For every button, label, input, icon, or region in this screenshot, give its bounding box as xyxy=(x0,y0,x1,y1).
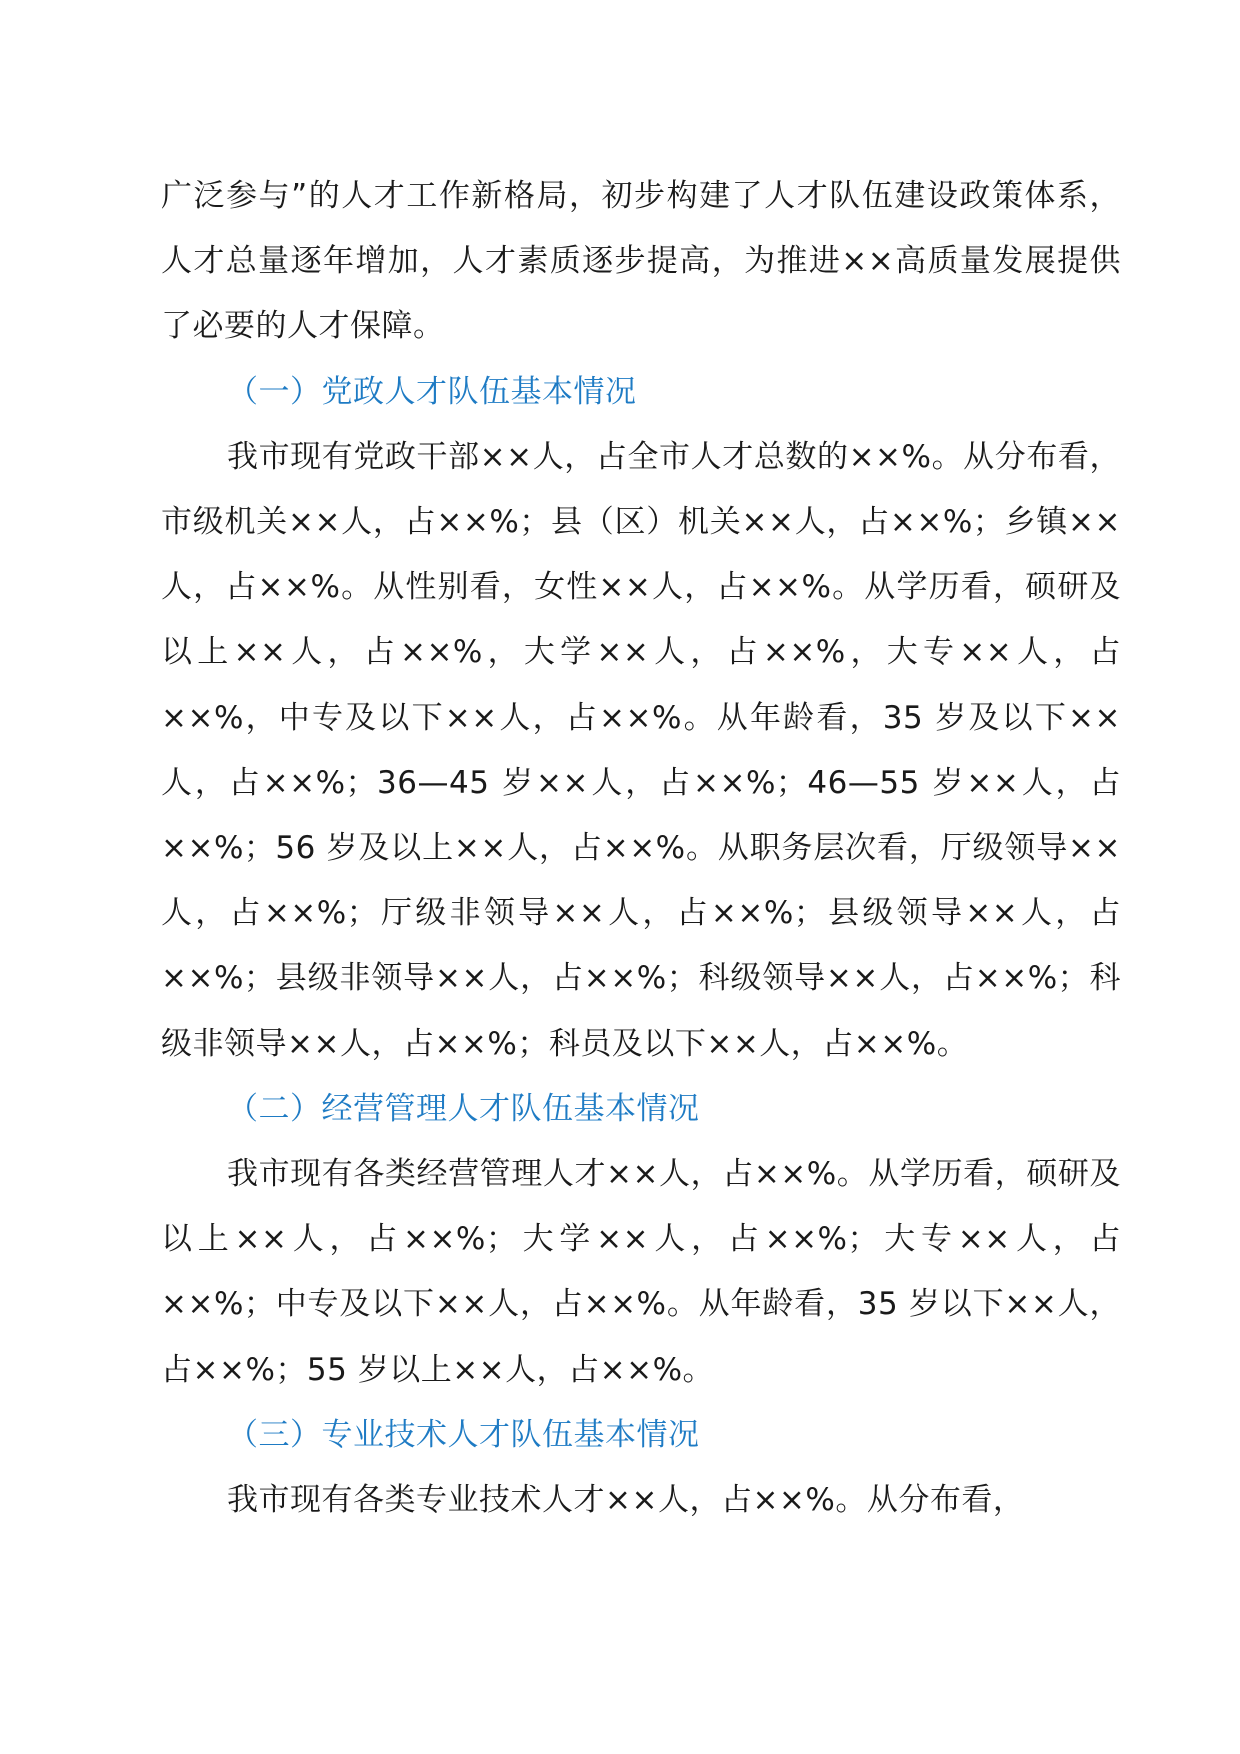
section-heading-party-government: （一）党政人才队伍基本情况 xyxy=(227,373,637,410)
professional-technical-paragraph: 我市现有各类专业技术人才××人，占××%。从分布看， xyxy=(227,1482,1025,1519)
party-government-paragraph: 我市现有党政干部××人，占全市人才总数的××%。从分布看，市级机关××人，占××%；县（区）机关××人，占××%；乡镇××人，占××%。从性别看，女性××人，占××%。从学历看，硕研及以上××人，占××%，大学××人，占××%，大专××人，占××%，中专及以下××人，占××%。从年龄看，35 岁及以下××人，占××%；36—45 岁××人，占××%；46—55 岁××人，占××%；56 岁及以上××人，占××%。从职务层次看，厅级领导××人，占××%；厅级非领导××人，占××%；县级领导××人，占××%；县级非领导××人，占××%；科级领导××人，占××%；科级非领导××人，占××%；科员及以下××人，占××%。 xyxy=(161,438,1121,1062)
intro-paragraph-continued: 广泛参与”的人才工作新格局，初步构建了人才队伍建设政策体系，人才总量逐年增加，人才素质逐步提高，为推进××高质量发展提供了必要的人才保障。 xyxy=(161,178,1121,345)
section-heading-business-management: （二）经营管理人才队伍基本情况 xyxy=(227,1090,700,1127)
business-management-paragraph: 我市现有各类经营管理人才××人，占××%。从学历看，硕研及以上××人，占××%；大学××人，占××%；大专××人，占××%；中专及以下××人，占××%。从年龄看，35 岁以下××人，占××%；55 岁以上××人，占××%。 xyxy=(161,1156,1121,1388)
document-body xyxy=(161,164,1121,1533)
section-heading-professional-technical: （三）专业技术人才队伍基本情况 xyxy=(227,1416,700,1453)
